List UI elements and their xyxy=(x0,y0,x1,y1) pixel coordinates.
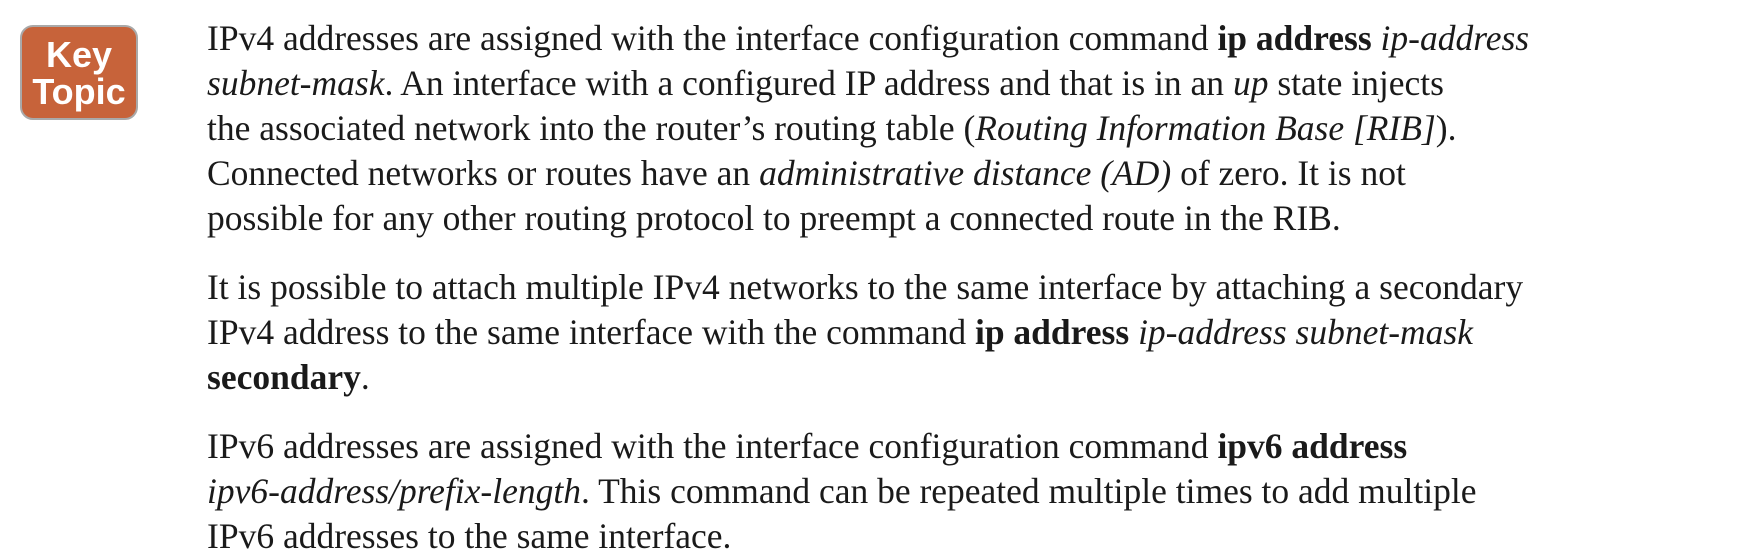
text-run: . This command can be repeated multiple times to add multiple xyxy=(580,471,1477,511)
key-topic-line1: Key xyxy=(45,33,113,75)
command-argument: subnet-mask xyxy=(207,63,385,103)
command-keyword: ip address xyxy=(1217,18,1372,58)
text-run: . An interface with a configured IP address and that is in an xyxy=(384,63,1233,103)
text-run: IPv6 addresses are assigned with the interface configuration command xyxy=(207,426,1218,466)
text-run: It is possible to attach multiple IPv4 networks to the same interface by attaching a secondary xyxy=(207,267,1524,307)
text-run: the associated network into the router’s routing table ( xyxy=(207,108,976,148)
space xyxy=(1129,312,1138,352)
text-run: . xyxy=(360,357,370,397)
text-run: ). xyxy=(1435,108,1457,148)
text-run: IPv4 addresses are assigned with the interface configuration command xyxy=(207,18,1218,58)
space xyxy=(1372,18,1381,58)
text-run: IPv6 addresses to the same interface. xyxy=(207,516,732,556)
command-argument: ip-address xyxy=(1380,18,1530,58)
text-run: of zero. It is not xyxy=(1171,153,1406,193)
paragraph-secondary xyxy=(207,265,1727,400)
command-argument: ipv6-address/prefix-length xyxy=(207,471,581,511)
state-term: up xyxy=(1232,63,1269,103)
text-run: state injects xyxy=(1268,63,1444,103)
key-topic-badge xyxy=(20,25,138,120)
command-keyword: secondary xyxy=(207,357,361,397)
key-topic-line2: Topic xyxy=(32,70,126,112)
paragraph-ipv4 xyxy=(207,16,1727,241)
ad-term: administrative distance (AD) xyxy=(759,153,1172,193)
text-run: possible for any other routing protocol to preempt a connected route in the RIB. xyxy=(207,198,1341,238)
text-run: IPv4 address to the same interface with the command xyxy=(207,312,975,352)
command-keyword: ipv6 address xyxy=(1217,426,1408,466)
text-run: Connected networks or routes have an xyxy=(207,153,760,193)
paragraph-ipv6 xyxy=(207,424,1727,559)
command-keyword: ip address xyxy=(974,312,1130,352)
rib-term: Routing Information Base [RIB] xyxy=(975,108,1436,148)
body-text xyxy=(207,16,1727,559)
command-argument: ip-address subnet-mask xyxy=(1138,312,1473,352)
